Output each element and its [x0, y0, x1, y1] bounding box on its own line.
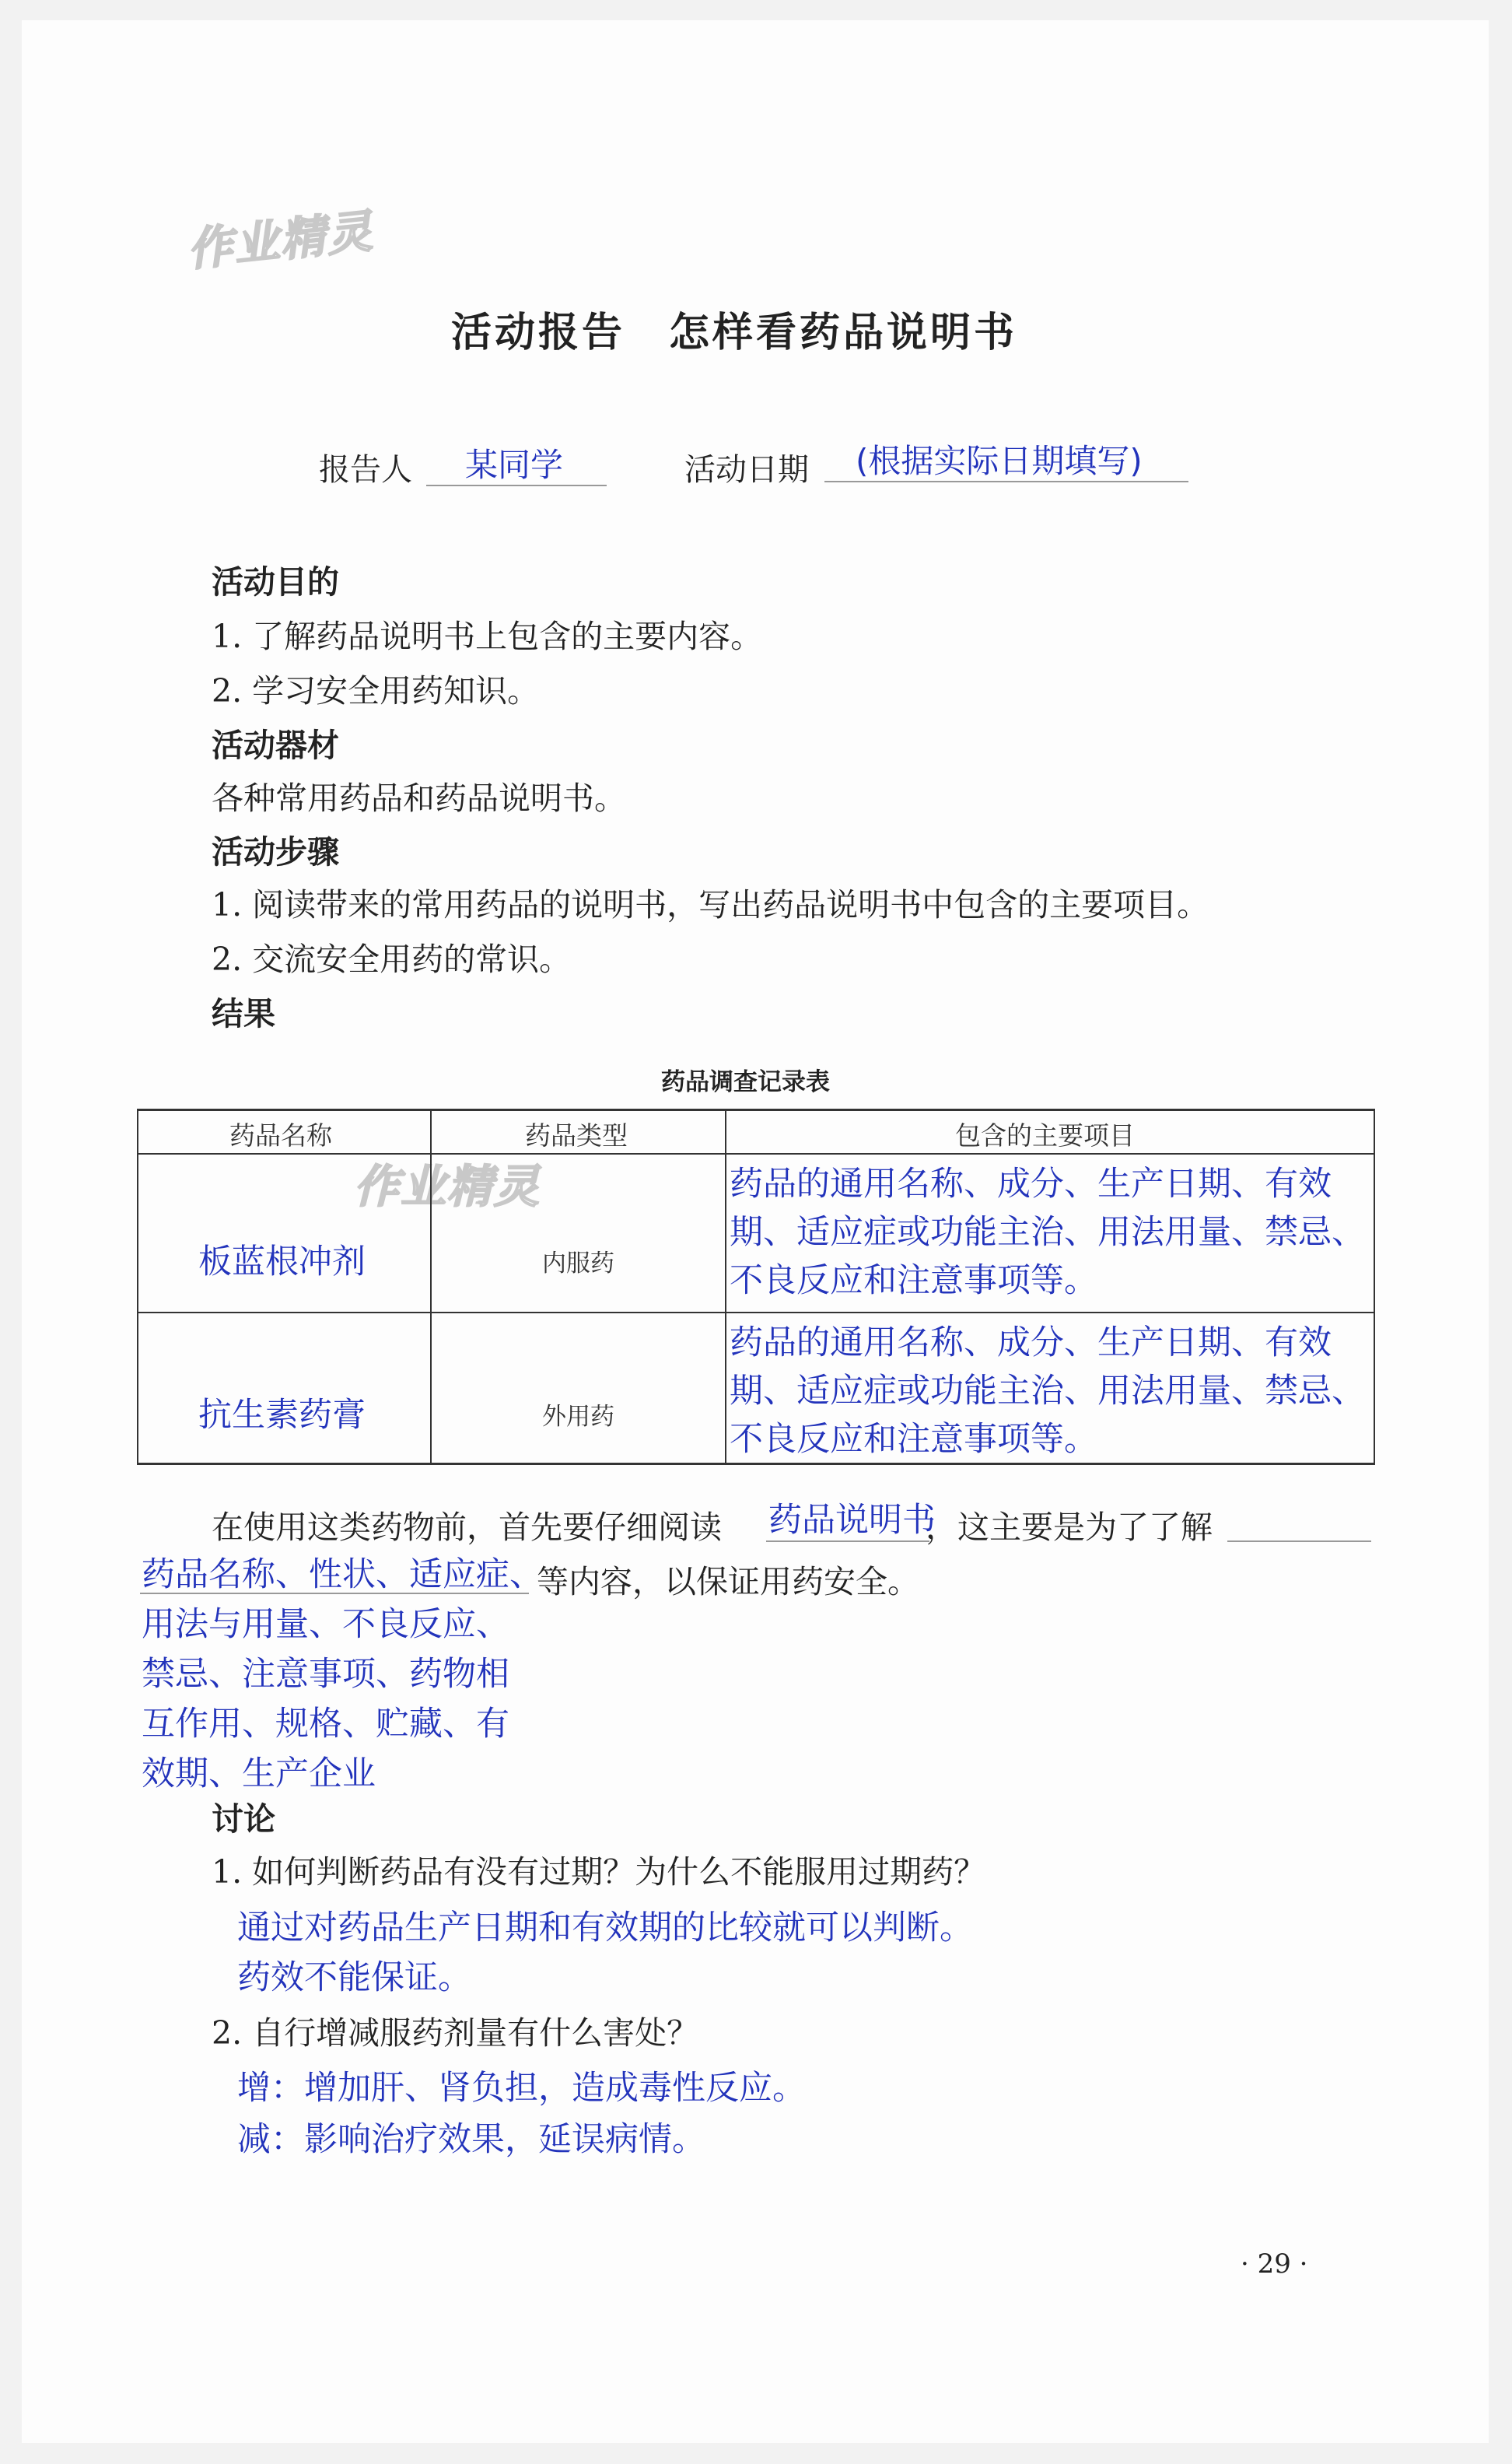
materials-heading: 活动器材 [212, 727, 339, 764]
table-col-rule [725, 1109, 726, 1464]
page-number: · 29 · [1241, 2248, 1308, 2280]
discussion-question: 2. 自行增减服药剂量有什么害处？ [212, 2014, 699, 2052]
table-border-right [1374, 1109, 1375, 1464]
table-cell-items: 期、适应症或功能主治、用法用量、禁忌、 [730, 1213, 1365, 1252]
table-header-cell: 药品名称 [229, 1120, 332, 1151]
reporter-value: 某同学 [465, 446, 564, 484]
discussion-question: 1. 如何判断药品有没有过期？为什么不能服用过期药？ [212, 1853, 986, 1891]
fill-answer-2-line: 禁忌、注意事项、药物相 [142, 1655, 509, 1694]
table-header-cell: 包含的主要项目 [955, 1120, 1135, 1151]
table-row-rule [137, 1312, 1375, 1313]
watermark: 作业精灵 [184, 204, 376, 277]
purpose-item: 1. 了解药品说明书上包含的主要内容。 [212, 618, 763, 655]
table-border-left [137, 1109, 138, 1464]
page-title: 活动报告 怎样看药品说明书 [451, 310, 1018, 356]
fill-answer-1: 药品说明书 [768, 1501, 936, 1540]
reporter-label: 报告人 [319, 452, 412, 488]
date-value: (根据实际日期填写) [856, 442, 1143, 480]
fill-sentence-start: 在使用这类药物前，首先要仔细阅读 [212, 1509, 722, 1546]
discussion-answer: 通过对药品生产日期和有效期的比较就可以判断。 [237, 1908, 973, 1947]
purpose-heading: 活动目的 [212, 563, 339, 601]
reporter-underline [426, 485, 607, 486]
fill-sentence-mid: ，这主要是为了了解 [926, 1509, 1213, 1546]
table-caption: 药品调查记录表 [661, 1068, 830, 1096]
table-cell-items: 期、适应症或功能主治、用法用量、禁忌、 [730, 1372, 1365, 1411]
materials-text: 各种常用药品和药品说明书。 [212, 780, 626, 817]
purpose-item: 2. 学习安全用药知识。 [212, 672, 540, 710]
table-cell-items: 不良反应和注意事项等。 [730, 1261, 1097, 1300]
fill-sentence-end: 等内容，以保证用药安全。 [537, 1563, 919, 1600]
watermark: 作业精灵 [354, 1160, 541, 1213]
fill-underline [766, 1540, 929, 1542]
table-header-cell: 药品类型 [525, 1120, 628, 1151]
steps-item: 2. 交流安全用药的常识。 [212, 941, 572, 978]
steps-heading: 活动步骤 [212, 833, 339, 871]
table-cell-items: 药品的通用名称、成分、生产日期、有效 [730, 1323, 1332, 1362]
discussion-heading: 讨论 [212, 1800, 275, 1838]
fill-underline [1227, 1540, 1371, 1542]
fill-underline [140, 1593, 529, 1594]
discussion-answer: 增：增加肝、肾负担，造成毒性反应。 [237, 2069, 806, 2108]
fill-answer-2-line: 药品名称、性状、适应症、 [142, 1555, 543, 1594]
table-cell-name: 抗生素药膏 [198, 1396, 366, 1435]
fill-answer-2-line: 效期、生产企业 [142, 1754, 376, 1793]
steps-item: 1. 阅读带来的常用药品的说明书，写出药品说明书中包含的主要项目。 [212, 886, 1209, 924]
table-cell-name: 板蓝根冲剂 [198, 1243, 366, 1281]
table-header-rule [137, 1153, 1375, 1155]
date-label: 活动日期 [684, 452, 809, 488]
table-cell-type: 内服药 [542, 1250, 614, 1278]
date-underline [824, 481, 1188, 482]
fill-answer-2-line: 互作用、规格、贮藏、有 [142, 1705, 509, 1744]
table-border-bottom [137, 1463, 1375, 1465]
table-cell-items: 不良反应和注意事项等。 [730, 1420, 1097, 1459]
fill-answer-2-line: 用法与用量、不良反应、 [142, 1605, 509, 1644]
result-heading: 结果 [212, 995, 275, 1032]
table-col-rule [430, 1109, 432, 1464]
table-border-top [137, 1109, 1375, 1111]
table-cell-items: 药品的通用名称、成分、生产日期、有效 [730, 1165, 1332, 1204]
discussion-answer: 药效不能保证。 [237, 1958, 471, 1997]
table-cell-type: 外用药 [542, 1403, 614, 1431]
discussion-answer: 减：影响治疗效果，延误病情。 [237, 2120, 705, 2159]
